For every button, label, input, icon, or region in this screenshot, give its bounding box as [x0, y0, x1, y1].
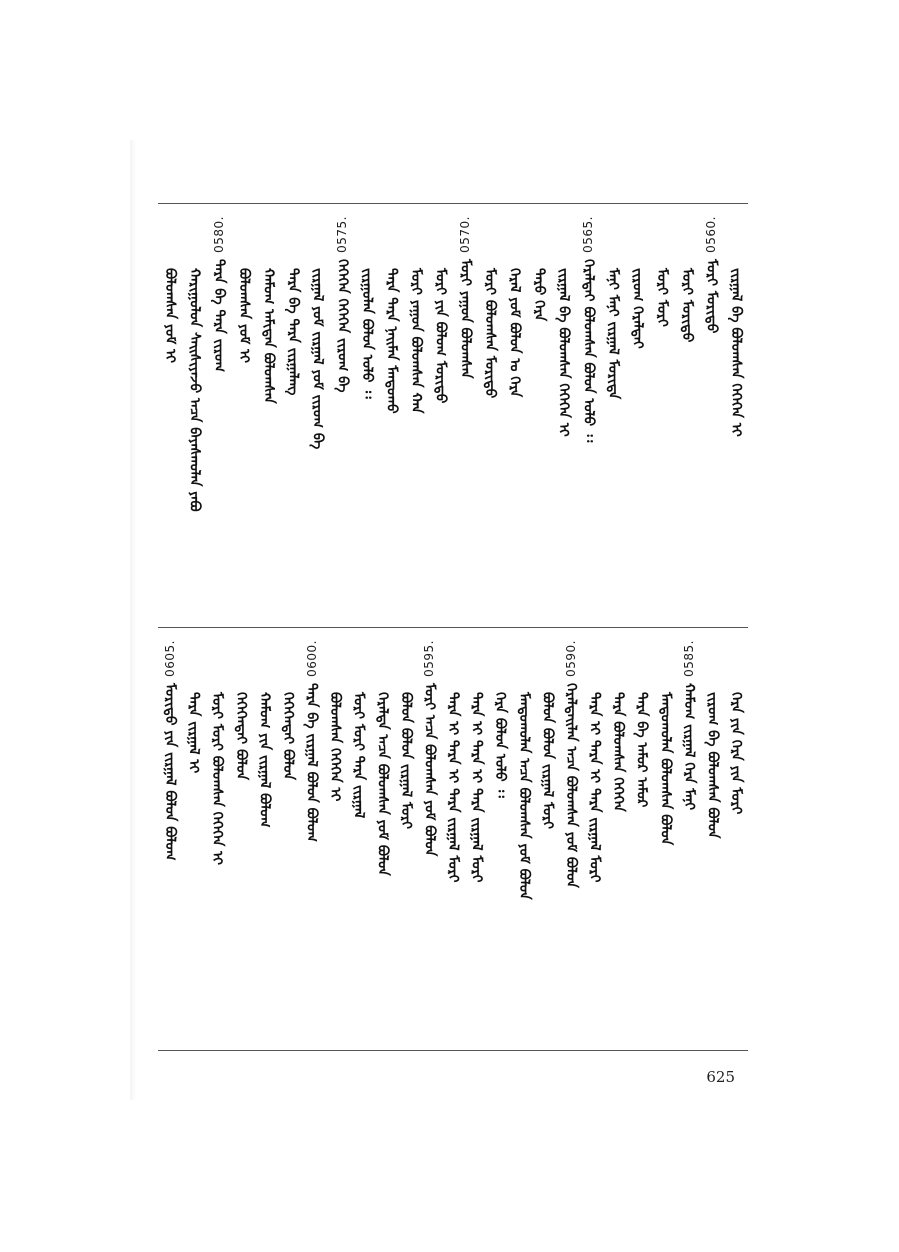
- page-gutter-shadow: [130, 140, 136, 1100]
- verse-text: ᠵᠢᠷᠭᠤᠯᠠᠨ ᠪᠣᠯᠤᠨ ᠤᠯᠤ ᠄᠄: [358, 268, 375, 399]
- verse-line: [677, 640, 701, 810]
- verse-line: [453, 216, 477, 379]
- verse-line: [183, 216, 207, 512]
- verse-line: [300, 640, 324, 842]
- verse-text: ᠪᠣᠯᠣᠭᠰᠠᠨ ᠶᠤᠮ ᠢ: [235, 268, 252, 364]
- verse-text: ᠮᠣᠷᠢᠲᠤ ᠶᠢᠨ ᠵᠢᠷᠭᠠᠯ ᠪᠣᠯᠤᠨ ᠪᠣᠯᠤᠭ: [162, 682, 178, 861]
- verse-line: [653, 640, 677, 845]
- verse-line: [229, 640, 253, 780]
- section-divider-top: [158, 203, 748, 204]
- line-number: 0565.: [581, 216, 596, 253]
- verse-line: [232, 216, 256, 363]
- verse-text: ᠬᠠᠮᠤᠭ ᠶᠢᠨ ᠵᠢᠷᠭᠠᠯ ᠪᠣᠯᠤᠭ: [256, 692, 273, 828]
- verse-text: ᠲᠡᠷᠡ ᠪᠡ ᠲᠡᠷᠡ ᠵᠢᠷᠭᠠᠯᠠᠩ: [285, 268, 302, 396]
- verse-text: ᠮᠣᠷᠢ ᠶᠠᠭᠤᠨ ᠪᠣᠯᠣᠭᠰᠠᠨ: [457, 258, 474, 379]
- verse-line: [158, 216, 182, 363]
- page-number: 625: [706, 1068, 735, 1086]
- verse-line: [417, 640, 441, 856]
- verse-line: [355, 216, 379, 399]
- verse-line: [650, 216, 674, 327]
- verse-line: [323, 640, 347, 801]
- verse-text: ᠮᠣᠷᠢ ᠮᠣᠷᠢᠲᠤ: [678, 268, 695, 343]
- verse-text: ᠪᠣᠯᠣᠭᠰᠠᠨ ᠭᠡᠭᠡᠭᠡᠨ ᠢ: [327, 692, 344, 802]
- verse-text: ᠮᠠᠨᠢ ᠮᠠᠨᠢ ᠵᠢᠷᠭᠠᠯ ᠮᠣᠷᠢᠳᠠ: [604, 268, 621, 400]
- verse-text: ᠲᠡᠷᠡ ᠵᠢᠷᠭᠠᠯ ᠢ: [185, 692, 202, 774]
- verse-line: [276, 640, 300, 780]
- verse-text: ᠮᠠᠨᠳᠤᠬᠤᠯᠠᠨ ᠪᠣᠯᠣᠭᠰᠠᠨ ᠪᠣᠯᠤᠨ: [657, 692, 674, 846]
- verse-line: [699, 216, 723, 333]
- verse-text: ᠮᠣᠷᠢ ᠮᠣᠷᠢᠲᠤ: [703, 258, 720, 334]
- verse-text: ᠲᠡᠷᠡ ᠪᠣᠯᠣᠭᠰᠠᠨ ᠭᠡᠭᠡᠭᠡᠨ: [610, 692, 627, 812]
- verse-line: [158, 640, 182, 860]
- line-number: 0585.: [681, 640, 696, 677]
- verse-text: ᠲᠡᠷᠡ ᠪᠡ ᠲᠡᠷᠡ ᠵᠢᠷᠤᠭ: [211, 258, 228, 372]
- verse-line: [488, 640, 512, 798]
- verse-section-upper: [158, 216, 748, 616]
- verse-line: [379, 216, 403, 414]
- verse-line: [559, 640, 583, 888]
- line-number: 0600.: [304, 640, 319, 677]
- line-number: 0595.: [422, 640, 437, 677]
- verse-line: [626, 216, 650, 349]
- verse-text: ᠪᠣᠯᠣᠭᠰᠠᠨ ᠶᠤᠮ ᠢ: [162, 268, 178, 364]
- section-divider-middle: [158, 627, 748, 628]
- verse-text: ᠭᠡᠷᠡᠯᠲᠡᠢ ᠪᠣᠯᠣᠭᠰᠠᠨ ᠪᠣᠯᠤᠨ ᠤᠯᠤ ᠄᠄: [580, 258, 597, 443]
- verse-text: ᠮᠣᠷᠢ ᠮᠣᠷᠢ ᠲᠡᠷᠡ ᠵᠢᠷᠭᠠᠯ: [350, 692, 367, 819]
- verse-text: ᠵᠢᠷᠭᠠᠯ ᠶᠤᠮ ᠵᠢᠷᠭᠠᠯ ᠶᠤᠮ ᠵᠢᠷᠤᠭ ᠪᠠ: [309, 268, 326, 450]
- line-number: 0605.: [163, 640, 177, 677]
- verse-text: ᠮᠣᠷᠢ ᠪᠣᠯᠣᠭᠰᠠᠨ ᠮᠣᠷᠢᠲᠤ: [481, 268, 498, 399]
- verse-line: [606, 640, 630, 812]
- verse-text: ᠮᠣᠷᠢ ᠶᠠᠭᠤᠨ ᠪᠣᠯᠤᠭᠰᠠᠨ ᠬᠠᠨ: [408, 268, 425, 414]
- verse-line: [724, 216, 748, 437]
- verse-line: [207, 216, 231, 372]
- verse-text: ᠲᠡᠷᠡ ᠲᠡᠷᠡ ᠨᠠᠢᠮᠠᠨ ᠮᠠᠨᠳᠤᠬᠤ: [383, 268, 400, 414]
- verse-line: [281, 216, 305, 395]
- verse-line: [429, 216, 453, 403]
- section-divider-bottom: [158, 1050, 748, 1051]
- verse-line: [330, 216, 354, 392]
- verse-line: [512, 640, 536, 900]
- line-number: 0570.: [458, 216, 473, 253]
- verse-line: [441, 640, 465, 882]
- verse-line: [601, 216, 625, 399]
- verse-line: [535, 640, 559, 829]
- verse-line: [552, 216, 576, 437]
- verse-text: ᠲᠡᠷᠡ ᠪᠡ ᠠᠮᠤᠷ ᠠᠮᠤᠷ: [633, 692, 650, 808]
- verse-text: ᠲᠡᠷᠡ ᠢ ᠲᠡᠷᠡ ᠢ ᠲᠡᠷᠡ ᠵᠢᠷᠭᠠᠯ ᠮᠣᠷᠢ: [586, 692, 603, 883]
- verse-text: ᠭᠡᠷᠡ ᠶᠢᠨ ᠭᠡᠷᠡ ᠶᠢᠨ ᠮᠣᠷᠢ: [728, 692, 744, 815]
- verse-line: [576, 216, 600, 442]
- verse-text: ᠪᠣᠯᠤᠨ ᠪᠣᠯᠤᠨ ᠵᠢᠷᠭᠠᠯ ᠮᠣᠷᠢ: [539, 692, 556, 829]
- verse-text: ᠳᠠᠷᠤ ᠭᠡᠷᠡ: [531, 268, 548, 322]
- verse-line: [724, 640, 748, 814]
- verse-text: ᠭᠡᠭᠡᠭᠡᠨ ᠭᠡᠭᠡᠭᠡᠨ ᠵᠢᠷᠤᠭ ᠪᠠ: [334, 258, 351, 393]
- verse-line: [465, 640, 489, 882]
- verse-text: ᠮᠣᠷᠢ ᠮᠣᠷᠢ: [654, 268, 671, 327]
- verse-text: ᠮᠠᠨᠳᠤᠬᠤᠯᠠᠨ ᠠᠴᠠ ᠪᠣᠯᠣᠭᠰᠠᠨ ᠶᠤᠮ ᠪᠣᠯᠤᠨ: [515, 692, 532, 900]
- verse-line: [182, 640, 206, 773]
- verse-line: [404, 216, 428, 414]
- verse-line: [478, 216, 502, 398]
- verse-text: ᠭᠡᠷᠡ ᠪᠣᠯᠤᠨ ᠤᠯᠤ ᠄᠄: [492, 692, 509, 798]
- verse-text: ᠭᠡᠭᠡᠭᠡᠨᠲᠡᠢ ᠪᠣᠯᠤᠨ: [279, 692, 296, 781]
- verse-line: [675, 216, 699, 342]
- verse-text: ᠮᠣᠷᠢ ᠠᠴᠠ ᠪᠣᠯᠣᠭᠰᠠᠨ ᠶᠤᠮ ᠪᠣᠯᠤᠨ: [421, 682, 438, 857]
- verse-line: [700, 640, 724, 838]
- verse-line: [347, 640, 371, 818]
- line-number: 0580.: [212, 216, 227, 253]
- verse-line: [583, 640, 607, 882]
- verse-text: ᠵᠢᠷᠤᠭ ᠪᠠ ᠪᠣᠯᠣᠭᠰᠠᠨ ᠪᠣᠯᠤᠨ: [704, 692, 721, 839]
- verse-line: [306, 216, 330, 449]
- verse-text: ᠬᠠᠮᠤᠭ ᠵᠢᠷᠭᠠᠯ ᠭᠡᠷᠡ ᠮᠠᠨᠢ: [680, 682, 697, 810]
- verse-text: ᠭᠡᠷᠡᠯᠲᠡᠢᠯᠡᠨ ᠠᠴᠠ ᠪᠣᠯᠣᠭᠰᠠᠨ ᠶᠤᠮ ᠪᠣᠯᠤᠨ: [562, 682, 579, 888]
- verse-line: [252, 640, 276, 827]
- verse-text: ᠲᠡᠷᠡ ᠢ ᠲᠡᠷᠡ ᠢ ᠲᠡᠷᠡ ᠵᠢᠷᠭᠠᠯ ᠮᠣᠷᠢ: [468, 692, 485, 883]
- line-number: 0575.: [335, 216, 350, 253]
- verse-text: ᠮᠣᠷᠢ ᠮᠣᠷᠢ ᠪᠣᠯᠣᠭᠰᠠᠨ ᠭᠡᠭᠡᠭᠡᠨ ᠢ: [209, 692, 226, 866]
- verse-line: [630, 640, 654, 807]
- verse-text: ᠬᠠᠷᠢᠭᠤᠯᠤᠨ ᠰᠠᠢᠰᠢᠶᠠᠵᠤ ᠠᠴᠠ ᠪᠠᠶᠠᠰᠬᠤᠯᠠᠨ ᠶᠠᠪᠤ: [186, 268, 203, 512]
- line-number: 0590.: [563, 640, 578, 677]
- verse-text: ᠭᠡᠭᠡᠭᠡᠨᠲᠡᠢ ᠪᠣᠯᠤᠨ: [232, 692, 249, 781]
- verse-text: ᠭᠡᠷᠡᠯ ᠶᠤᠮ ᠪᠣᠯᠤᠨ ᠤ ᠭᠡᠷᠡ: [506, 268, 523, 398]
- verse-line: [256, 216, 280, 404]
- verse-line: [527, 216, 551, 321]
- verse-text: ᠮᠣᠷᠢ ᠶᠢᠨ ᠪᠣᠯᠤᠭ ᠮᠣᠷᠢᠲᠤ: [432, 268, 449, 404]
- verse-text: ᠵᠢᠷᠭᠠᠯ ᠪᠡ ᠪᠣᠯᠣᠭᠰᠠᠨ ᠭᠡᠭᠡᠭᠡᠨ ᠢ: [555, 268, 572, 437]
- verse-text: ᠪᠣᠯᠤᠨ ᠪᠣᠯᠤᠨ ᠵᠢᠷᠭᠠᠯ ᠮᠣᠷᠢ: [397, 692, 414, 829]
- verse-text: ᠬᠠᠮᠤᠭ ᠠᠮᠢᠲᠠᠨ ᠪᠣᠯᠣᠭᠰᠠᠨ: [260, 268, 277, 404]
- verse-text: ᠵᠢᠷᠤᠭ ᠭᠡᠷᠡᠯᠲᠡᠢ: [629, 268, 646, 349]
- verse-text: ᠲᠡᠷᠡ ᠪᠡ ᠵᠢᠷᠭᠠᠯ ᠪᠣᠯᠤᠨ ᠪᠣᠯᠤᠭ: [303, 682, 320, 842]
- verse-text: ᠵᠢᠷᠭᠠᠯ ᠪᠡ ᠪᠣᠯᠣᠭᠰᠠᠨ ᠭᠡᠭᠡᠭᠡᠨ ᠢ: [728, 268, 744, 437]
- verse-text: ᠭᠡᠷᠡᠯᠲᠡ ᠠᠴᠠ ᠪᠣᠯᠣᠭᠰᠠᠨ ᠶᠤᠮ ᠪᠣᠯᠤᠨ: [374, 692, 391, 876]
- verse-line: [394, 640, 418, 829]
- verse-line: [370, 640, 394, 876]
- line-number: 0560.: [704, 216, 719, 253]
- verse-line: [503, 216, 527, 397]
- verse-section-lower: [158, 640, 748, 1040]
- verse-text: ᠲᠡᠷᠡ ᠢ ᠲᠡᠷᠡ ᠢ ᠲᠡᠷᠡ ᠵᠢᠷᠭᠠᠯ ᠮᠣᠷᠢ: [445, 692, 461, 883]
- verse-line: [205, 640, 229, 865]
